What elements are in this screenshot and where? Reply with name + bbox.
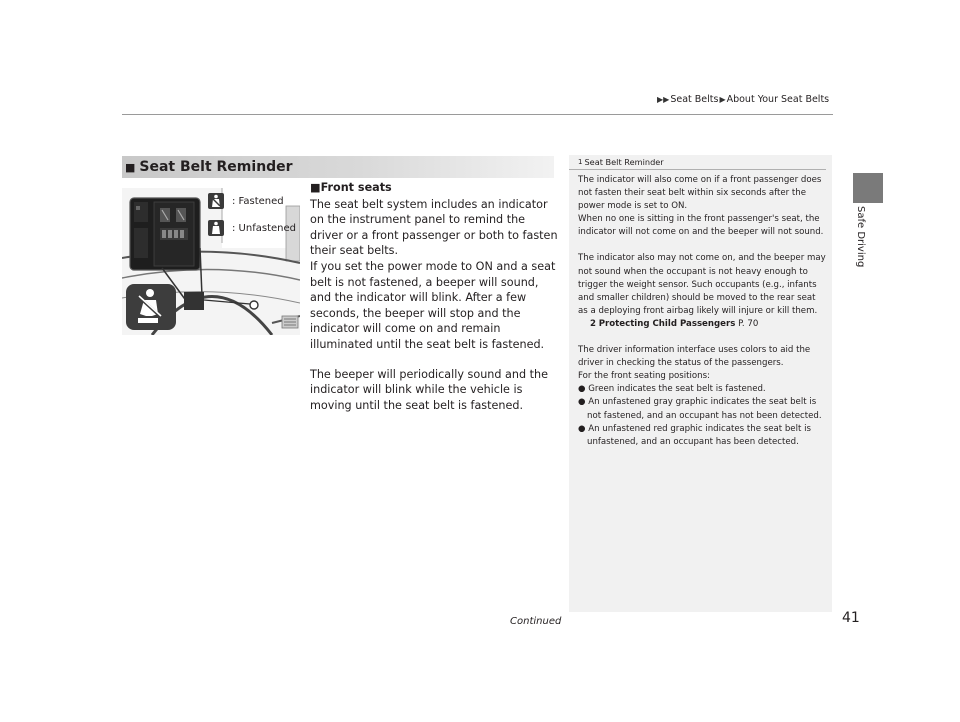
note-paragraph: The indicator will also come on if a front passenger does not fasten their seat belt within six seconds after the power mode is set to ON. xyxy=(578,175,822,212)
breadcrumb-item[interactable]: Seat Belts xyxy=(670,94,719,105)
legend-fastened-label: : Fastened xyxy=(232,195,284,207)
legend-unfastened-label: : Unfastened xyxy=(232,222,296,234)
note-paragraph: For the front seating positions: xyxy=(578,371,711,382)
seatbelt-fastened-icon xyxy=(208,193,224,209)
breadcrumb-arrow-icon: ▶▶ xyxy=(657,95,670,104)
continued-label: Continued xyxy=(510,616,562,627)
cross-reference[interactable] xyxy=(578,318,826,331)
chapter-tab xyxy=(853,173,883,203)
paragraph: The beeper will periodically sound and the indicator will blink while the vehicle is moving until the seat belt is fastened. xyxy=(310,367,549,412)
breadcrumb-arrow-icon: ▶ xyxy=(719,95,726,104)
note-title xyxy=(569,155,826,170)
section-header xyxy=(122,156,554,178)
breadcrumb xyxy=(656,94,829,105)
side-note xyxy=(569,155,832,612)
reference-page: P. 70 xyxy=(738,318,759,329)
paragraph: The seat belt system includes an indicator on the instrument panel to remind the driver or a front passenger or both to fasten their seat belts. xyxy=(310,197,558,258)
note-title-text: Seat Belt Reminder xyxy=(584,157,664,167)
chapter-label: Safe Driving xyxy=(855,206,866,268)
section-marker: ■ xyxy=(125,160,136,174)
note-paragraph: The indicator also may not come on, and the beeper may not sound when the occupant is not heavy enough to trigger the weight sensor. Such occupants (e.g., infants and smaller children) should be moved to the rear seat as a deploying front airbag likely will injure or kill them. xyxy=(578,253,826,316)
reference-arrow-icon: 2 xyxy=(590,318,596,329)
seatbelt-unfastened-icon xyxy=(208,220,224,236)
page-number: 41 xyxy=(842,610,860,626)
note-paragraph: When no one is sitting in the front passenger's seat, the indicator will not come on and the beeper will not sound. xyxy=(578,214,824,238)
list-item: ● Green indicates the seat belt is fastened. xyxy=(578,384,766,395)
dashboard-drawing xyxy=(122,188,300,335)
legend-fastened xyxy=(208,193,284,209)
legend-unfastened xyxy=(208,220,296,236)
reference-link[interactable]: Protecting Child Passengers xyxy=(598,318,736,329)
dashboard-illustration xyxy=(122,188,300,335)
subheading-front-seats: ■Front seats xyxy=(310,181,392,194)
note-paragraph: The driver information interface uses colors to aid the driver in checking the status of the passengers. xyxy=(578,345,811,369)
paragraph: If you set the power mode to ON and a seat belt is not fastened, a beeper will sound, and the indicator will blink. After a few seconds, the beeper will stop and the indicator will come on and remain illuminated until the seat belt is fastened. xyxy=(310,259,556,351)
main-text xyxy=(310,180,558,413)
section-title: Seat Belt Reminder xyxy=(139,159,293,175)
note-badge: 1 xyxy=(578,158,583,166)
breadcrumb-item[interactable]: About Your Seat Belts xyxy=(726,94,830,105)
list-item: ● An unfastened red graphic indicates the seat belt is unfastened, and an occupant has been detected. xyxy=(578,423,811,447)
header-rule xyxy=(122,114,833,115)
list-item: ● An unfastened gray graphic indicates the seat belt is not fastened, and an occupant has not been detected. xyxy=(578,397,822,421)
